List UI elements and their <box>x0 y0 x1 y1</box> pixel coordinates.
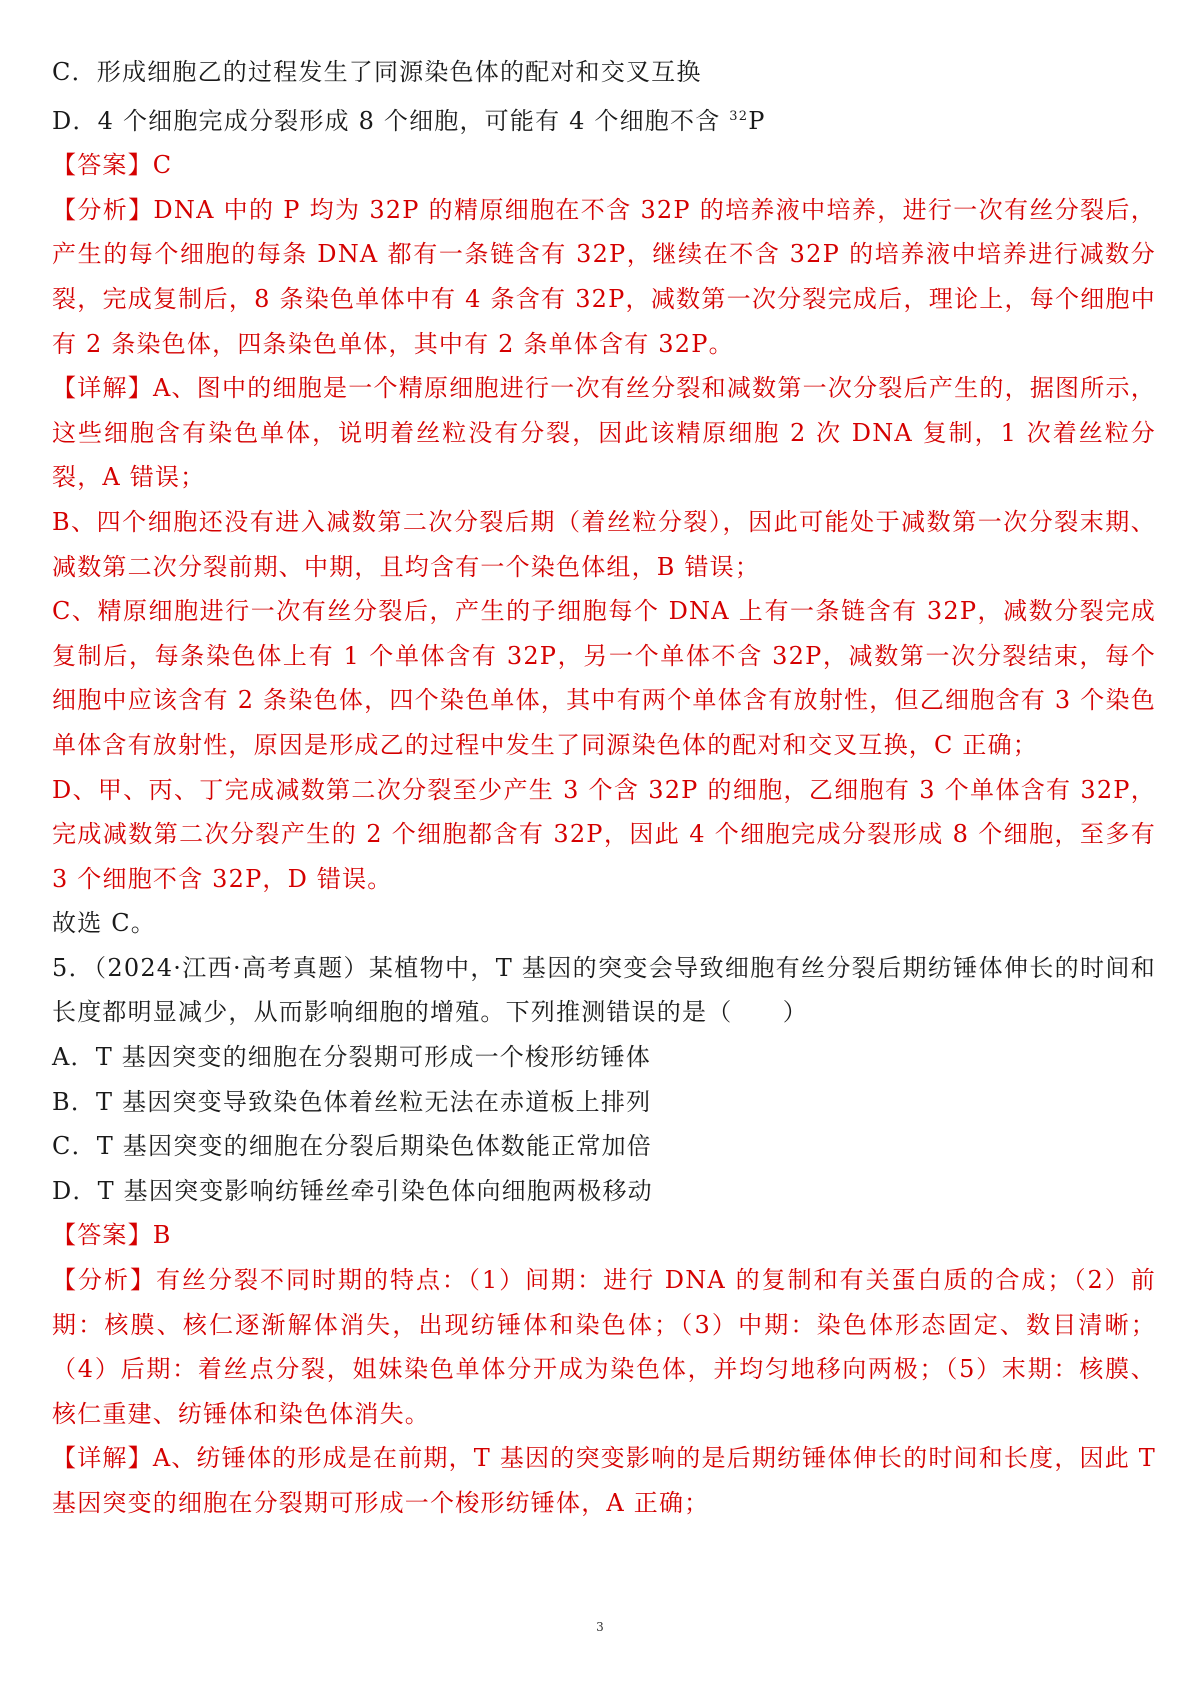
analysis-q4: 【分析】DNA 中的 P 均为 32P 的精原细胞在不含 32P 的培养液中培养，进行一次有丝分裂后，产生的每个细胞的每条 DNA 都有一条链含有 32P，继续在不含 32P 的培养液中培养进行减数分裂，完成复制后，8 条染色单体中有 4 条含有 32P，减数第一次分裂完成后，理论上，每个细胞中有 2 条染色体，四条染色单体，其中有 2 条单体含有 32P。 <box>52 195 1156 358</box>
detail-q4-c: C、精原细胞进行一次有丝分裂后，产生的子细胞每个 DNA 上有一条链含有 32P，减数分裂完成复制后，每条染色体上有 1 个单体含有 32P，另一个单体不含 32P，减数第一次分裂结束，每个细胞中应该含有 2 条染色体，四个染色单体，其中有两个单体含有放射性，但乙细胞含有 3 个染色单体含有放射性，原因是形成乙的过程中发生了同源染色体的配对和交叉互换，C 正确； <box>52 597 1156 759</box>
detail-q5-a: 【详解】A、纺锤体的形成是在前期，T 基因的突变影响的是后期纺锤体伸长的时间和长度，因此 T 基因突变的细胞在分裂期可形成一个梭形纺锤体，A 正确； <box>52 1444 1156 1517</box>
page-content <box>52 50 1156 1526</box>
detail-q4-a: 【详解】A、图中的细胞是一个精原细胞进行一次有丝分裂和减数第一次分裂后产生的，据图所示，这些细胞含有染色单体，说明着丝粒没有分裂，因此该精原细胞 2 次 DNA 复制，1 次着丝粒分裂，A 错误； <box>52 374 1156 492</box>
detail-q4-b: B、四个细胞还没有进入减数第二次分裂后期（着丝粒分裂），因此可能处于减数第一次分裂末期、减数第二次分裂前期、中期，且均含有一个染色体组，B 错误； <box>52 507 1156 581</box>
detail-q4-d: D、甲、丙、丁完成减数第二次分裂至少产生 3 个含 32P 的细胞，乙细胞有 3 个单体含有 32P，完成减数第二次分裂产生的 2 个细胞都含有 32P，因此 4 个细胞完成分裂形成 8 个细胞，至多有 3 个细胞不含 32P，D 错误。 <box>52 775 1156 893</box>
option-d-q5: D．T 基因突变影响纺锤丝牵引染色体向细胞两极移动 <box>52 1176 653 1205</box>
conclusion-q4: 故选 C。 <box>52 909 156 938</box>
question-5: 5．（2024·江西·高考真题）某植物中，T 基因的突变会导致细胞有丝分裂后期纺锤体伸长的时间和长度都明显减少，从而影响细胞的增殖。下列推测错误的是（ ） <box>52 953 1156 1027</box>
answer-q4: 【答案】C <box>52 151 173 180</box>
option-a-q5: A．T 基因突变的细胞在分裂期可形成一个梭形纺锤体 <box>52 1043 651 1072</box>
option-c-q4: C．形成细胞乙的过程发生了同源染色体的配对和交叉互换 <box>52 58 702 86</box>
option-c-q5: C．T 基因突变的细胞在分裂后期染色体数能正常加倍 <box>52 1132 652 1161</box>
option-b-q5: B．T 基因突变导致染色体着丝粒无法在赤道板上排列 <box>52 1087 652 1116</box>
analysis-q5: 【分析】有丝分裂不同时期的特点：（1）间期：进行 DNA 的复制和有关蛋白质的合成；（2）前期：核膜、核仁逐渐解体消失，出现纺锤体和染色体；（3）中期：染色体形态固定、数目清晰；（4）后期：着丝点分裂，姐妹染色单体分开成为染色体，并均匀地移向两极；（5）末期：核膜、核仁重建、纺锤体和染色体消失。 <box>52 1266 1156 1428</box>
option-d-q4: D．4 个细胞完成分裂形成 8 个细胞，可能有 4 个细胞不含 $^{32}$P <box>52 106 766 135</box>
answer-q5: 【答案】B <box>52 1221 172 1250</box>
page-number: 3 <box>596 1620 604 1634</box>
superscript-32: 32 <box>729 108 749 124</box>
